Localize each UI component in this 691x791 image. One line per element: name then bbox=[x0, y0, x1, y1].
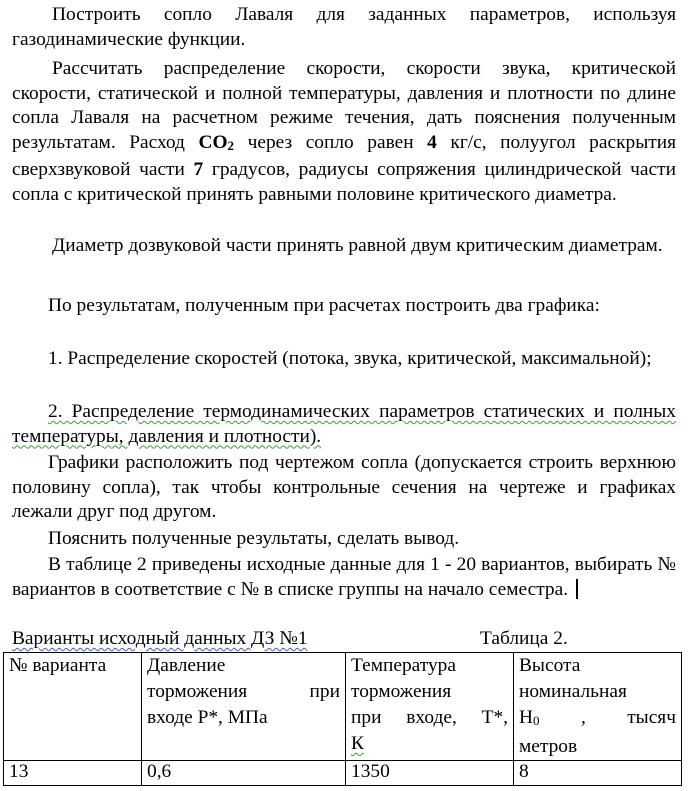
paragraph-graphs-intro bbox=[12, 294, 676, 319]
paragraph-variants bbox=[12, 553, 676, 602]
cell-temperature: 1350 bbox=[346, 761, 514, 786]
header-pressure: Давление торможения при входе Р*, МПа bbox=[142, 653, 346, 761]
cell-pressure: 0,6 bbox=[142, 761, 346, 786]
paragraph-text: Пояснить полученные результаты, сделать вывод. bbox=[48, 528, 460, 549]
list-item-thermo bbox=[12, 400, 676, 449]
paragraph-task-3 bbox=[12, 234, 676, 259]
paragraph-graphs-placement bbox=[12, 451, 676, 525]
cell-height: 8 bbox=[514, 761, 682, 786]
paragraph-text: Диаметр дозвуковой части принять равной двум критическим диаметрам. bbox=[52, 235, 663, 256]
header-temperature: Температура торможения при входе, Т*, К bbox=[346, 653, 514, 761]
paragraph-text: Графики расположить под чертежом сопла (допускается строить верхнюю половину сопла), так чтобы контрольные сечения на чертеже и графиках лежали друг под другом. bbox=[12, 452, 676, 523]
paragraph-text: Построить сопло Лаваля для заданных параметров, используя газодинамические функции. bbox=[12, 4, 676, 50]
paragraph-text: В таблице 2 приведены исходные данные для 1 - 20 вариантов, выбирать № вариантов в соответствие с № в списке группы на начало семестра. bbox=[12, 554, 676, 600]
header-height: Высота номинальная $Н_0$ , тысяч метров bbox=[514, 653, 682, 761]
table-caption-left: Варианты исходный данных ДЗ №1 bbox=[12, 628, 308, 649]
flow-value: 4 bbox=[427, 131, 437, 153]
header-variant: № варианта bbox=[4, 653, 142, 761]
table-caption bbox=[12, 627, 676, 651]
paragraph-text: 1. Распределение скоростей (потока, звука, критической, максимальной); bbox=[48, 348, 652, 369]
paragraph-task-2: Рассчитать распределение скорости, скорости звука, критической скорости, статической и полной температуры, давления и плотности по длине сопла Лаваля на расчетном режиме течения, дать пояснения полученным результатам. Расход $CO_2$ через сопло равен 4 кг/с, полуугол раскрытия сверхзвуковой части 7 градусов, радиусы сопряжения цилиндрической части сопла с критической принять равными половине критического диаметра. bbox=[12, 58, 676, 205]
table-row bbox=[4, 761, 682, 786]
table-caption-right: Таблица 2. bbox=[480, 628, 568, 649]
list-item-velocity bbox=[12, 347, 676, 372]
paragraph-task-1 bbox=[12, 3, 676, 52]
co2-formula: $CO_2$ bbox=[198, 131, 235, 153]
table-header-row bbox=[4, 653, 682, 761]
variants-table bbox=[3, 652, 682, 786]
text-cursor bbox=[576, 579, 578, 599]
angle-value: 7 bbox=[193, 159, 204, 181]
paragraph-text: 2. Распределение термодинамических параметров статических и полных температуры, давления и плотности). bbox=[12, 401, 676, 447]
paragraph-conclusion bbox=[12, 527, 676, 552]
paragraph-text: По результатам, полученным при расчетах построить два графика: bbox=[48, 295, 600, 316]
cell-variant: 13 bbox=[4, 761, 142, 786]
paragraph-text: Рассчитать распределение скорости, скорости звука, критической скорости, статической и полной температуры, давления и плотности по длине сопла Лаваля на расчетном режиме течения, дать пояснения полученным результатам. Расход bbox=[12, 58, 676, 153]
